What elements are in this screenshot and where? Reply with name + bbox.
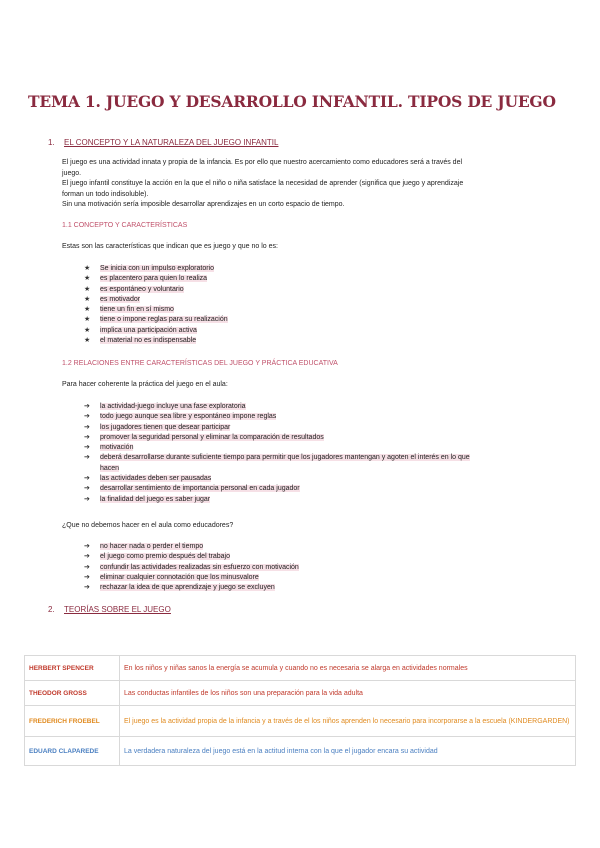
- star-bullet-icon: ★: [84, 306, 91, 314]
- arrow-bullet-icon: ➔: [84, 444, 90, 452]
- theory-text: En los niños y niñas sanos la energía se acumula y cuando no es necesaria se alarga en actividades normales: [120, 656, 576, 681]
- list-item: ★ tiene un fin en sí mismo: [84, 305, 534, 315]
- star-bullet-icon: ★: [84, 337, 91, 345]
- star-bullet-icon: ★: [84, 265, 91, 272]
- list-item: ★ Se inicia con un impulso exploratorio: [84, 264, 534, 274]
- theorist-name: THEODOR GROSS: [25, 681, 120, 706]
- arrow-bullet-icon: ➔: [84, 475, 90, 483]
- section-2-number: 2.: [48, 605, 55, 614]
- theory-text: Las conductas infantiles de los niños son una preparación para la vida adulta: [120, 681, 576, 706]
- paragraph-line: El juego infantil constituye la acción en la que el niño o niña satisface la necesidad de aprender (significa que juego y aprendizaje: [62, 180, 464, 187]
- dont-list: [84, 542, 534, 593]
- table-row: [25, 737, 576, 766]
- star-bullet-icon: ★: [84, 275, 91, 283]
- subsection-1-1-intro: Estas son las características que indican que es juego y que no lo es:: [62, 243, 278, 250]
- theory-text: El juego es la actividad propia de la infancia y a través de el los niños aprenden lo necesario para incorporarse a la escuela (KINDERGARDEN): [120, 706, 576, 737]
- subsection-1-2-intro: Para hacer coherente la práctica del juego en el aula:: [62, 381, 228, 388]
- list-item-continuation: hacen: [100, 464, 120, 472]
- subsection-1-2-heading: 1.2 RELACIONES ENTRE CARACTERÍSTICAS DEL JUEGO Y PRÁCTICA EDUCATIVA: [62, 360, 338, 367]
- list-item: ★ es placentero para quien lo realiza: [84, 274, 534, 284]
- section-1-title: EL CONCEPTO Y LA NATURALEZA DEL JUEGO INFANTIL: [64, 138, 279, 147]
- subsection-1-1-heading: 1.1 CONCEPTO Y CARACTERÍSTICAS: [62, 222, 188, 229]
- arrow-bullet-icon: ➔: [84, 433, 90, 441]
- arrow-bullet-icon: ➔: [84, 543, 90, 550]
- table-row: [25, 706, 576, 737]
- list-item: ➔ confundir las actividades realizadas sin esfuerzo con motivación: [84, 563, 534, 573]
- arrow-bullet-icon: ➔: [84, 584, 90, 592]
- list-item: ★ el material no es indispensable: [84, 336, 534, 346]
- table-row: [25, 681, 576, 706]
- section-1-paragraph: [62, 158, 532, 211]
- paragraph-line: juego.: [62, 169, 82, 177]
- arrow-bullet-icon: ➔: [84, 563, 90, 571]
- paragraph-line: Sin una motivación sería imposible desarrollar aprendizajes en un corto espacio de tiempo.: [62, 201, 345, 208]
- list-item: ★ es motivador: [84, 295, 534, 305]
- section-1-heading: [48, 138, 278, 147]
- list-item: ➔ desarrollar sentimiento de importancia personal en cada jugador: [84, 484, 534, 494]
- arrow-bullet-icon: ➔: [84, 454, 90, 462]
- section-2-heading: [48, 605, 171, 614]
- arrow-bullet-icon: ➔: [84, 485, 90, 493]
- list-item: ➔ motivación: [84, 443, 534, 453]
- list-item: ➔ deberá desarrollarse durante suficiente tiempo para permitir que los jugadores mantengan y agoten el interés en lo que: [84, 453, 534, 463]
- star-bullet-icon: ★: [84, 285, 91, 293]
- theories-table: [24, 655, 576, 766]
- list-item: ➔ la actividad-juego incluye una fase exploratoria: [84, 402, 534, 412]
- arrow-bullet-icon: ➔: [84, 495, 90, 503]
- list-item: ➔ el juego como premio después del trabajo: [84, 552, 534, 562]
- theory-text: La verdadera naturaleza del juego está en la actitud interna con la que el jugador encara su actividad: [120, 737, 576, 766]
- list-item: ➔ todo juego aunque sea libre y espontáneo impone reglas: [84, 412, 534, 422]
- arrow-bullet-icon: ➔: [84, 573, 90, 581]
- table-row: [25, 656, 576, 681]
- section-2-title: TEORÍAS SOBRE EL JUEGO: [64, 605, 171, 614]
- list-item: ➔ las actividades deben ser pausadas: [84, 474, 534, 484]
- list-item: ★ tiene o impone reglas para su realización: [84, 315, 534, 325]
- star-bullet-icon: ★: [84, 316, 91, 324]
- arrow-bullet-icon: ➔: [84, 423, 90, 431]
- paragraph-line: forman un todo indisoluble).: [62, 190, 149, 198]
- list-item: ➔ la finalidad del juego es saber jugar: [84, 495, 534, 505]
- list-item: ➔ promover la seguridad personal y eliminar la comparación de resultados: [84, 433, 534, 443]
- practice-list: [84, 402, 534, 505]
- theorist-name: HERBERT SPENCER: [25, 656, 120, 681]
- theorist-name: FREDERICH FROEBEL: [25, 706, 120, 737]
- star-bullet-icon: ★: [84, 295, 91, 303]
- characteristics-list: [84, 264, 534, 346]
- arrow-bullet-icon: ➔: [84, 403, 90, 410]
- page-title: TEMA 1. JUEGO Y DESARROLLO INFANTIL. TIPOS DE JUEGO: [28, 92, 556, 111]
- section-1-number: 1.: [48, 138, 55, 147]
- arrow-bullet-icon: ➔: [84, 413, 90, 421]
- theorist-name: EDUARD CLAPAREDE: [25, 737, 120, 766]
- list-item: ➔ rechazar la idea de que aprendizaje y juego se excluyen: [84, 583, 534, 593]
- list-item: ➔ eliminar cualquier connotación que los minusvalore: [84, 573, 534, 583]
- list-item: ★ es espontáneo y voluntario: [84, 285, 534, 295]
- question-text: ¿Que no debemos hacer en el aula como educadores?: [62, 522, 234, 529]
- star-bullet-icon: ★: [84, 326, 91, 334]
- paragraph-line: El juego es una actividad innata y propia de la infancia. Es por ello que nuestro acercamiento como educadores será a través del: [62, 159, 463, 166]
- list-item: ➔ los jugadores tienen que desear participar: [84, 423, 534, 433]
- arrow-bullet-icon: ➔: [84, 553, 90, 561]
- list-item: ★ implica una participación activa: [84, 326, 534, 336]
- list-item: ➔ no hacer nada o perder el tiempo: [84, 542, 534, 552]
